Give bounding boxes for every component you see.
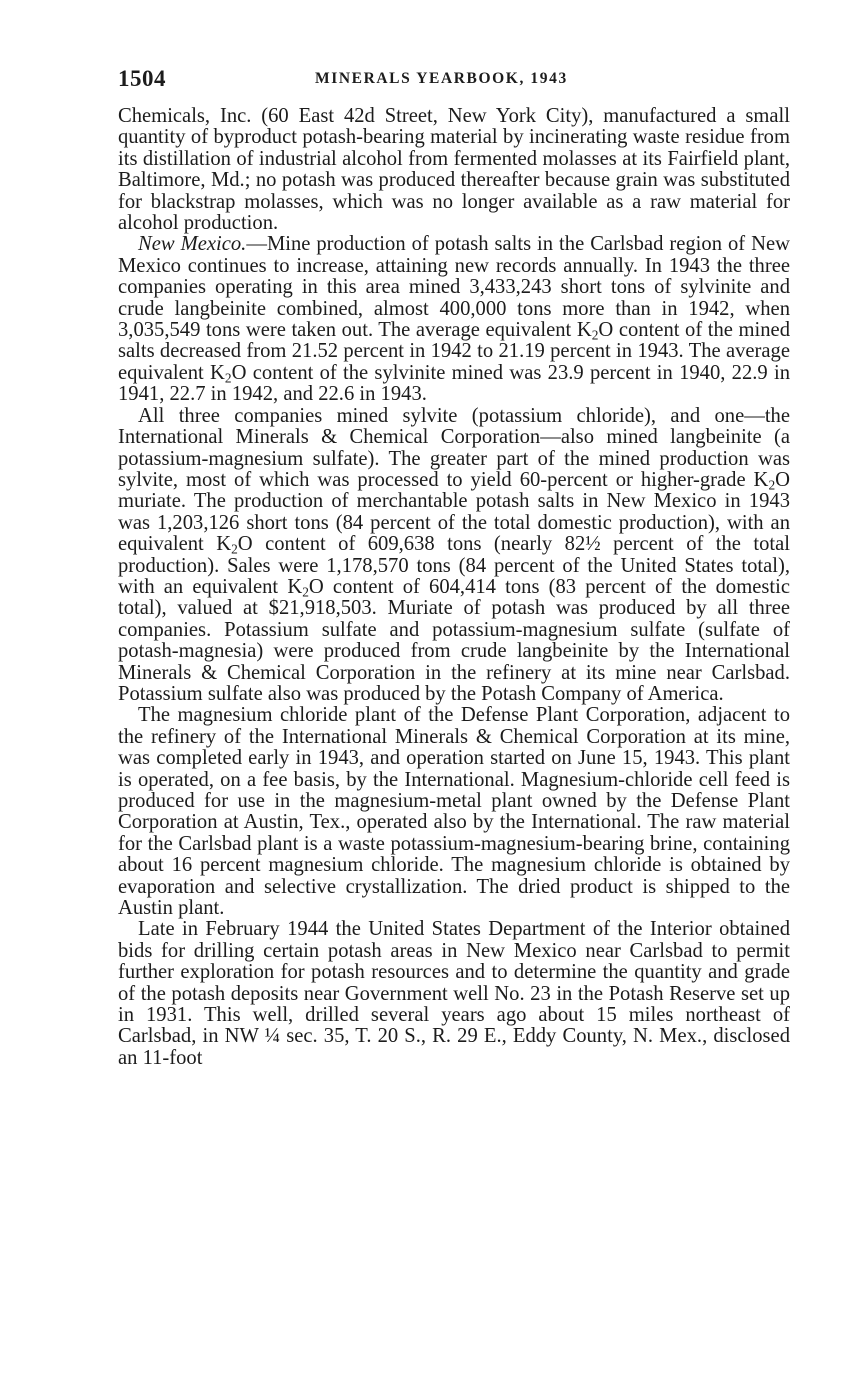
- paragraph-chemicals-inc: [118, 106, 790, 234]
- paragraph-interior-bids: [118, 919, 790, 1069]
- paragraph-new-mexico: [118, 234, 790, 405]
- subscript: 2: [591, 327, 599, 343]
- subscript: 2: [231, 541, 238, 557]
- paragraph-text: —Mine production of potash salts in the Carlsbad region of New Mexico continues to increase, attaining new records annually. In 1943 the three companies operating in this area mined 3,433,243 short tons of sylvinite and crude langbeinite combined, almost 400,000 tons more than in 1942, when 3,035,549 tons were taken out. The average equivalent K: [118, 233, 790, 342]
- paragraph-text: Chemicals, Inc. (60 East 42d Street, New York City), manufactured a small quantity of byproduct potash-bearing material by incinerating waste residue from its distillation of industrial alcohol from fermented molasses at its Fairfield plant, Baltimore, Md.; no potash was produced thereafter because grain was substituted for blackstrap molasses, which was no longer available as a raw material for alcohol production.: [118, 105, 790, 235]
- paragraph-magnesium-chloride-plant: [118, 705, 790, 919]
- paragraph-text: O content of the mined salts decreased from 21.52 percent in 1942 to 21.19 percent in 1943. The average equivalent K: [118, 319, 790, 384]
- paragraph-companies-sylvite: [118, 406, 790, 706]
- paragraph-text: O content of the sylvinite mined was 23.9 percent in 1940, 22.9 in 1941, 22.7 in 1942, and 22.6 in 1943.: [118, 361, 790, 406]
- subscript: 2: [768, 477, 776, 493]
- page-number: 1504: [118, 66, 166, 91]
- paragraph-text: All three companies mined sylvite (potassium chloride), and one—the International Minerals & Chemical Corporation—also mined langbeinite (a potassium-magnesium sulfate). The greater part of the mined production was sylvite, most of which was processed to yield 60-percent or higher-grade K: [118, 404, 790, 491]
- page-header: [118, 66, 790, 96]
- document-page: [118, 66, 790, 1069]
- paragraph-text: O muriate. The production of merchantable potash salts in New Mexico in 1943 was 1,203,126 short tons (84 percent of the total domestic production), with an equivalent K: [118, 468, 790, 556]
- running-title: MINERALS YEARBOOK, 1943: [315, 70, 568, 87]
- subscript: 2: [302, 584, 309, 600]
- paragraph-text: O content of 604,414 tons (83 percent of the domestic total), valued at $21,918,503. Muriate of potash was produced by all three companies. Potassium sulfate and potassium-magnesium sulfate (sulfate of potash-magnesia) were produced from crude langbeinite by the International Minerals & Chemical Corporation in the refinery at its mine near Carlsbad. Potassium sulfate also was produced by the Potash Company of America.: [118, 575, 790, 705]
- subscript: 2: [224, 370, 232, 386]
- paragraph-text: O content of 609,638 tons (nearly 82½ percent of the total production). Sales were 1,178,570 tons (84 percent of the United States total), with an equivalent K: [118, 533, 790, 598]
- paragraph-text: The magnesium chloride plant of the Defense Plant Corporation, adjacent to the refinery of the International Minerals & Chemical Corporation at its mine, was completed early in 1943, and operation started on June 15, 1943. This plant is operated, on a fee basis, by the International. Magnesium-chloride cell feed is produced for use in the magnesium-metal plant owned by the Defense Plant Corporation at Austin, Tex., operated also by the International. The raw material for the Carlsbad plant is a waste potassium-magnesium-bearing brine, containing about 16 percent magnesium chloride. The magnesium chloride is obtained by evaporation and selective crystallization. The dried product is shipped to the Austin plant.: [118, 704, 790, 920]
- paragraph-text: Late in February 1944 the United States Department of the Interior obtained bids for drilling certain potash areas in New Mexico near Carlsbad to permit further exploration for potash resources and to determine the quantity and grade of the potash deposits near Government well No. 23 in the Potash Reserve set up in 1931. This well, drilled several years ago about 15 miles northeast of Carlsbad, in NW ¼ sec. 35, T. 20 S., R. 29 E., Eddy County, N. Mex., disclosed an 11-foot: [118, 918, 790, 1069]
- section-run-in-heading: New Mexico.: [138, 233, 247, 256]
